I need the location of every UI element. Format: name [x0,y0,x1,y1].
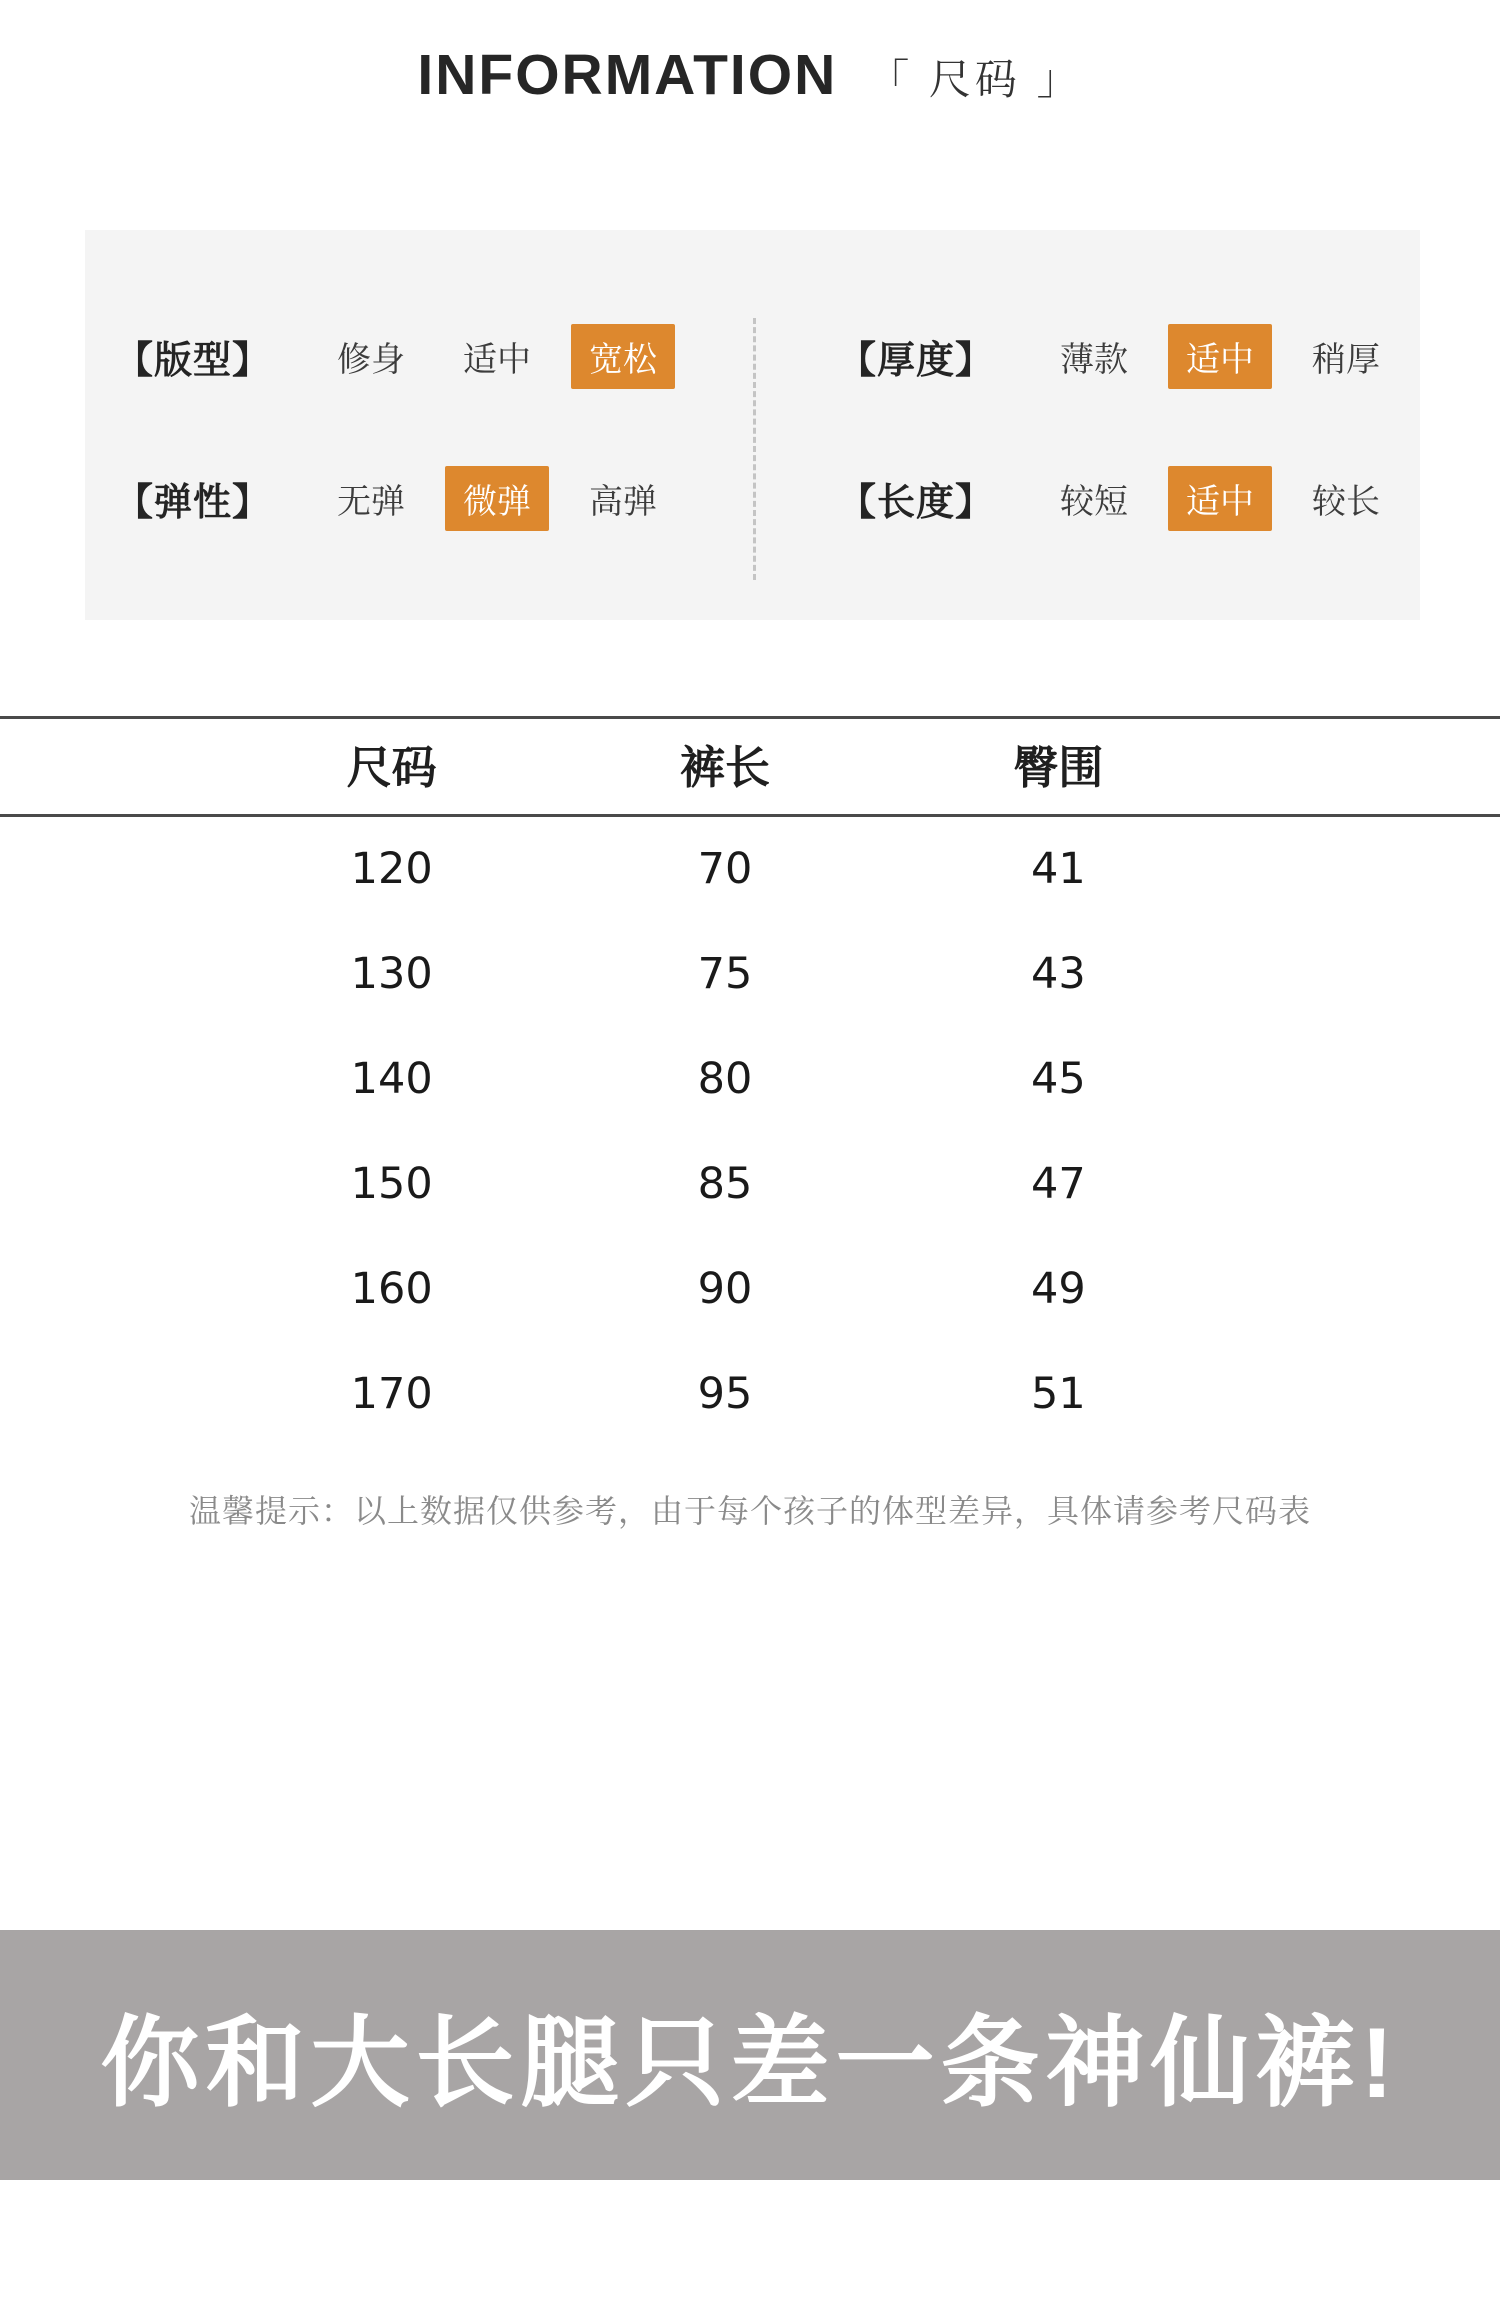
cell-size: 150 [350,1159,433,1209]
attr-option: 较长 [1312,483,1380,522]
size-table-row [225,1237,1225,1342]
size-table-row [225,1132,1225,1237]
attr-label: 【弹性】 [115,482,272,525]
attr-label: 【长度】 [837,482,994,525]
cell-size: 130 [350,949,433,999]
attr-option-selected-badge: 微弹 [445,466,549,531]
size-note: 温馨提示：以上数据仅供参考，由于每个孩子的体型差异，具体请参考尺码表 [188,1493,1311,1529]
attr-option: 较短 [1060,483,1128,522]
cell-hip: 45 [1030,1054,1086,1104]
cell-size: 170 [350,1369,433,1419]
attr-option-selected-badge: 宽松 [571,324,675,389]
attr-group-length [750,466,1420,531]
cell-pant-length: 80 [697,1054,753,1104]
attr-label: 【厚度】 [837,339,994,382]
attr-options [1042,324,1420,389]
size-table-header [0,716,1500,817]
size-table-row [225,1027,1225,1132]
page-title-main: INFORMATION [417,43,838,107]
promo-banner [0,1930,1500,2180]
cell-hip: 51 [1030,1369,1086,1419]
attr-label: 【版型】 [115,339,272,382]
attr-group-thickness [750,324,1420,389]
attr-option: 无弹 [337,483,406,522]
cell-size: 120 [350,844,433,894]
size-table-body [0,817,1500,1447]
cell-pant-length: 70 [697,844,753,894]
attr-group-fit [85,324,750,389]
size-table-row [225,1342,1225,1447]
attr-options [319,466,697,531]
attr-group-elasticity [85,466,750,531]
cell-pant-length: 75 [697,949,753,999]
cell-pant-length: 85 [697,1159,753,1209]
attr-option: 高弹 [589,483,658,522]
attr-options [1042,466,1420,531]
attr-options [319,324,697,389]
size-table-row [225,817,1225,922]
attr-option-selected-badge: 适中 [1168,324,1272,389]
promo-banner-text: 你和大长腿只差一条神仙裤! [100,2007,1400,2118]
column-header-pant-length: 裤长 [679,742,770,793]
cell-pant-length: 95 [697,1369,753,1419]
attr-option-selected-badge: 适中 [1168,466,1272,531]
column-header-hip: 臀围 [1013,742,1104,793]
product-attributes-box [85,230,1420,620]
cell-pant-length: 90 [697,1264,753,1314]
attr-option: 适中 [463,340,532,379]
cell-size: 140 [350,1054,433,1104]
attr-option: 稍厚 [1312,340,1380,379]
size-table [0,716,1500,1447]
attr-option: 薄款 [1060,340,1128,379]
page-title [0,42,1500,108]
column-header-size: 尺码 [346,742,437,793]
page-title-subtitle: 「 尺码 」 [867,56,1083,103]
cell-hip: 43 [1030,949,1086,999]
cell-size: 160 [350,1264,433,1314]
cell-hip: 41 [1030,844,1086,894]
cell-hip: 49 [1030,1264,1086,1314]
size-table-row [225,922,1225,1027]
vertical-dashed-divider [753,318,756,580]
cell-hip: 47 [1030,1159,1086,1209]
attr-option: 修身 [337,340,406,379]
